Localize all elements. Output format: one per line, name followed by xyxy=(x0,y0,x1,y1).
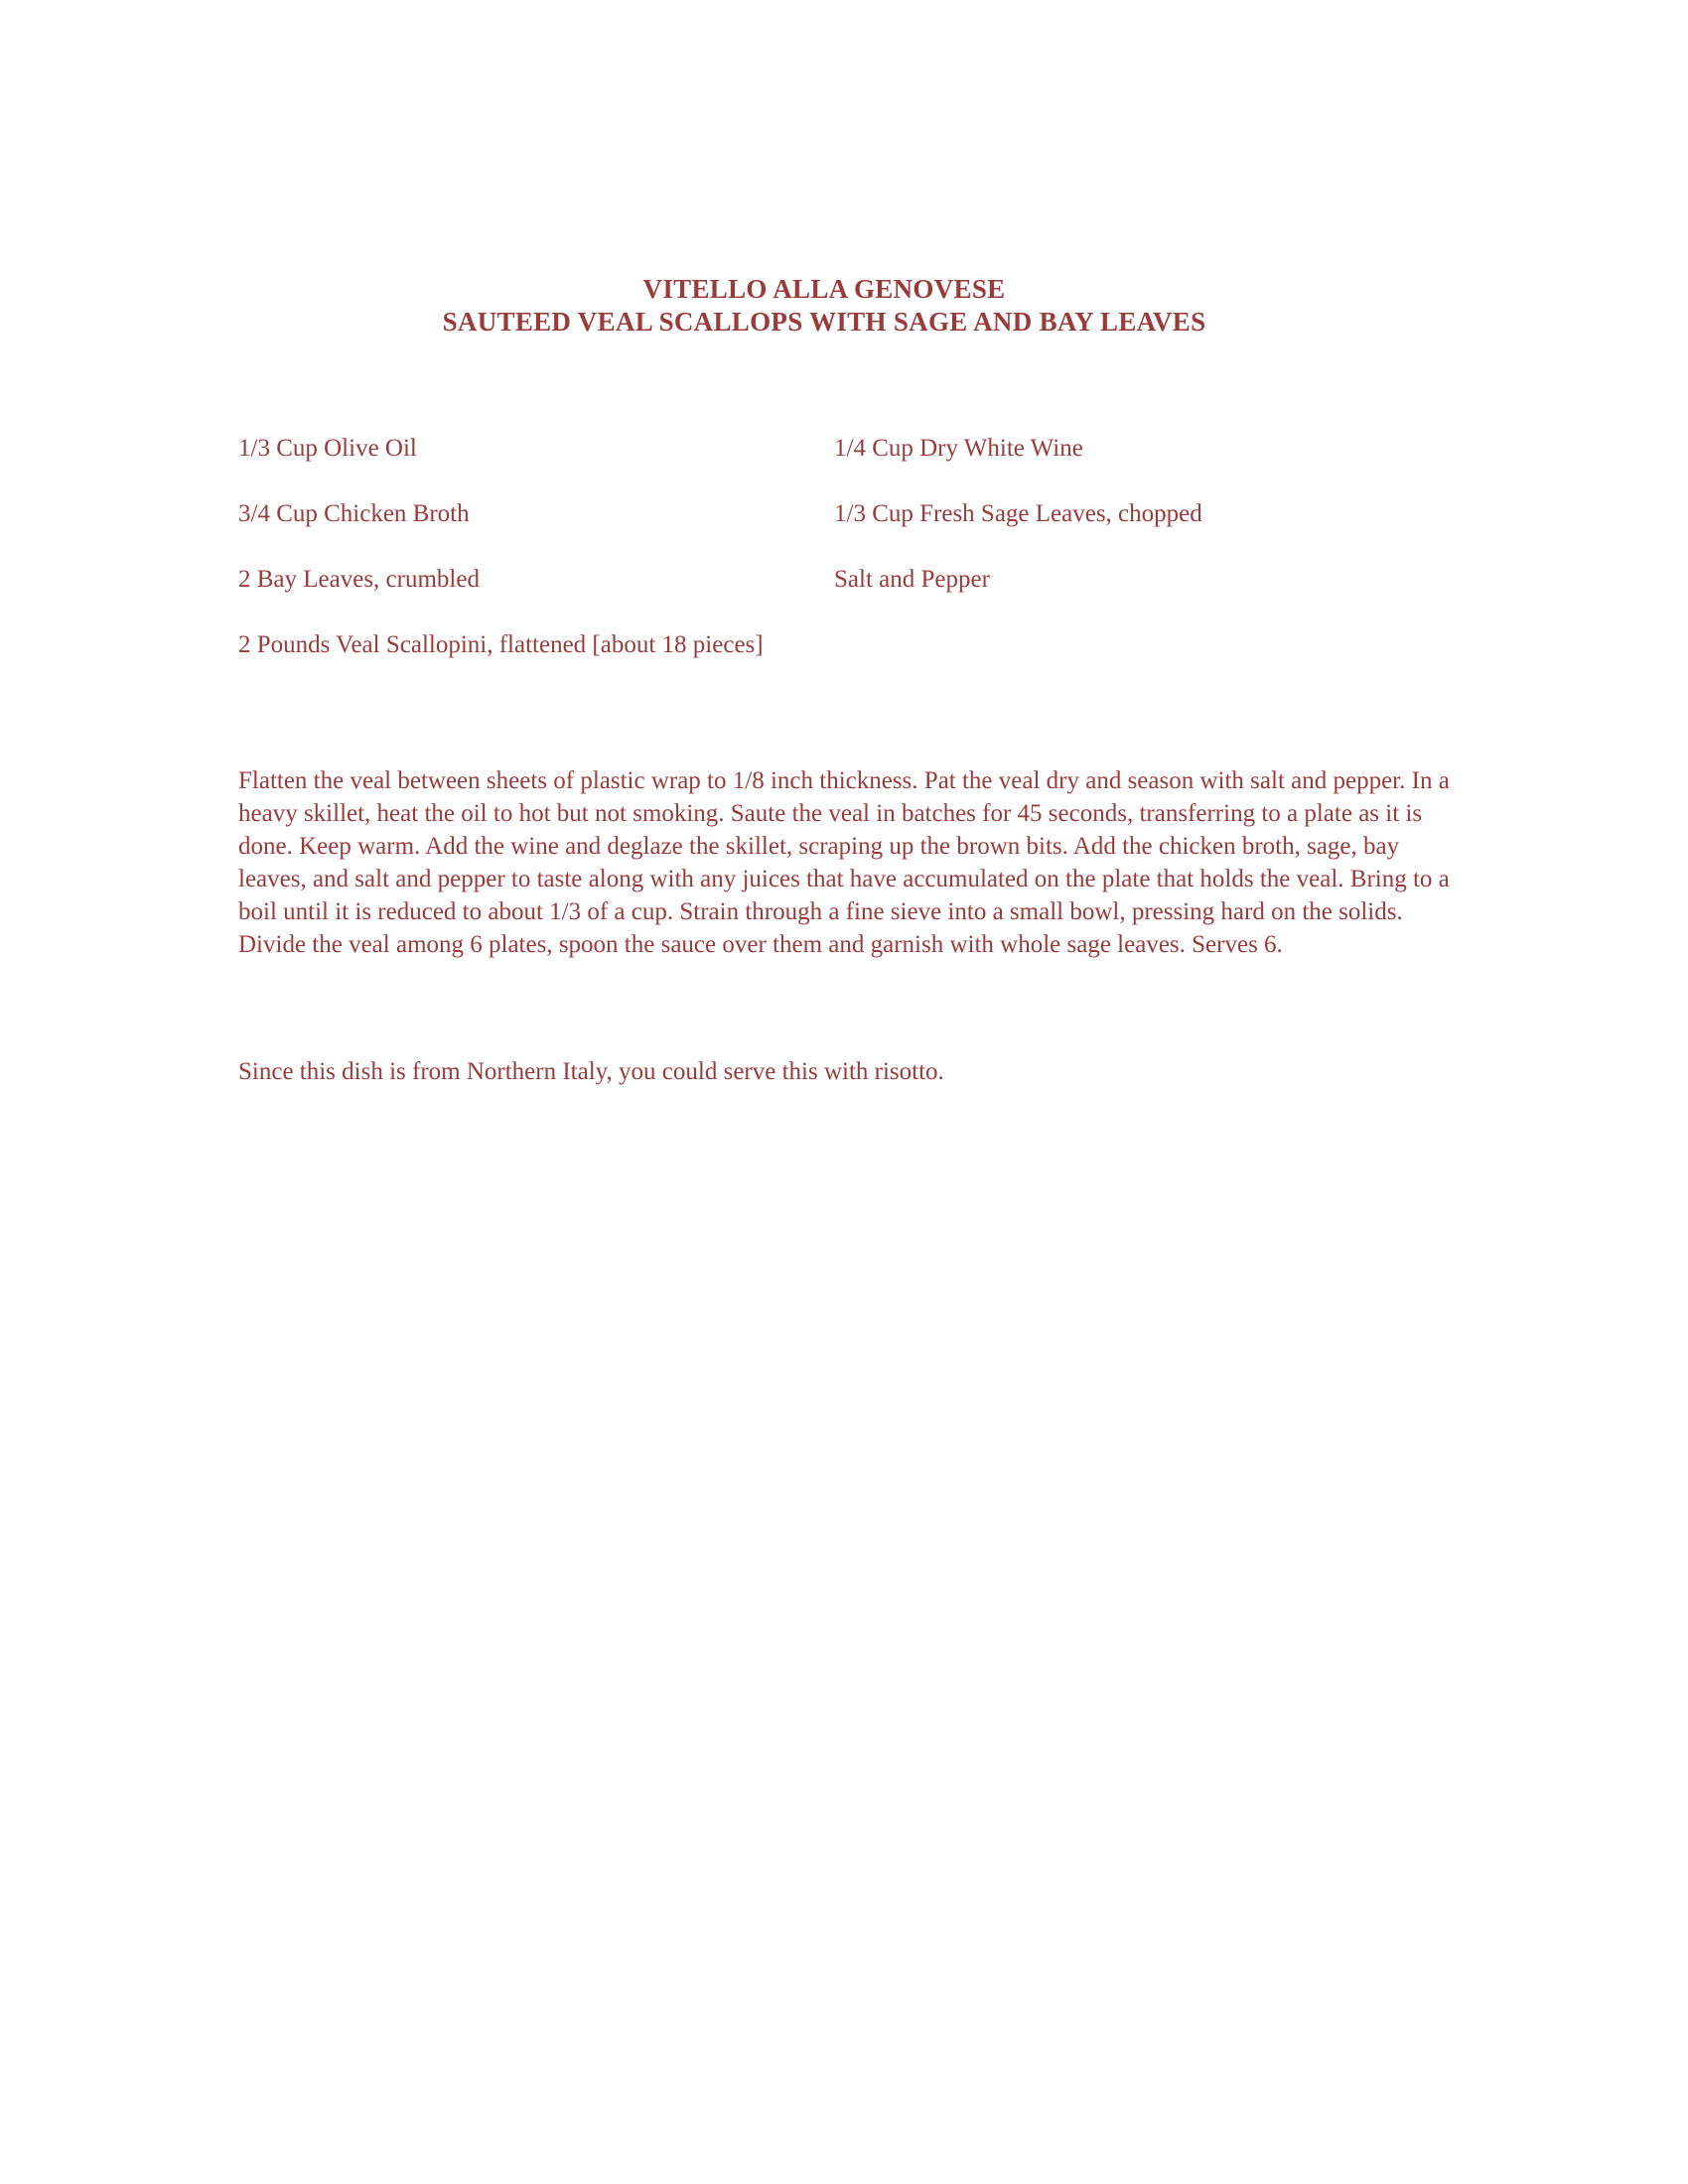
serving-note: Since this dish is from Northern Italy, you could serve this with risotto. xyxy=(238,1058,944,1085)
ingredient-olive-oil: 1/3 Cup Olive Oil xyxy=(238,435,417,462)
ingredient-sage-leaves: 1/3 Cup Fresh Sage Leaves, chopped xyxy=(834,500,1202,527)
ingredients-list xyxy=(238,435,1529,673)
recipe-title xyxy=(0,273,1648,339)
title-english: SAUTEED VEAL SCALLOPS WITH SAGE AND BAY LEAVES xyxy=(442,307,1206,337)
ingredient-white-wine: 1/4 Cup Dry White Wine xyxy=(834,435,1083,462)
recipe-instructions: Flatten the veal between sheets of plastic wrap to 1/8 inch thickness. Pat the veal dry and season with salt and pepper. In a heavy skillet, heat the oil to hot but not smoking. Saute the veal in batches for 45 seconds, transferring to a plate as it is done. Keep warm. Add the wine and deglaze the skillet, scraping up the brown bits. Add the chicken broth, sage, bay leaves, and salt and pepper to taste along with any juices that have accumulated on the plate that holds the veal. Bring to a boil until it is reduced to about 1/3 of a cup. Strain through a fine sieve into a small bowl, pressing hard on the solids. Divide the veal among 6 plates, spoon the sauce over them and garnish with whole sage leaves. Serves 6. xyxy=(238,767,1450,958)
title-italian: VITELLO ALLA GENOVESE xyxy=(642,274,1006,304)
ingredient-chicken-broth: 3/4 Cup Chicken Broth xyxy=(238,500,470,527)
ingredient-bay-leaves: 2 Bay Leaves, crumbled xyxy=(238,566,480,593)
ingredient-veal-scallopini: 2 Pounds Veal Scallopini, flattened [about 18 pieces] xyxy=(238,631,764,658)
ingredient-salt-pepper: Salt and Pepper xyxy=(834,566,990,593)
